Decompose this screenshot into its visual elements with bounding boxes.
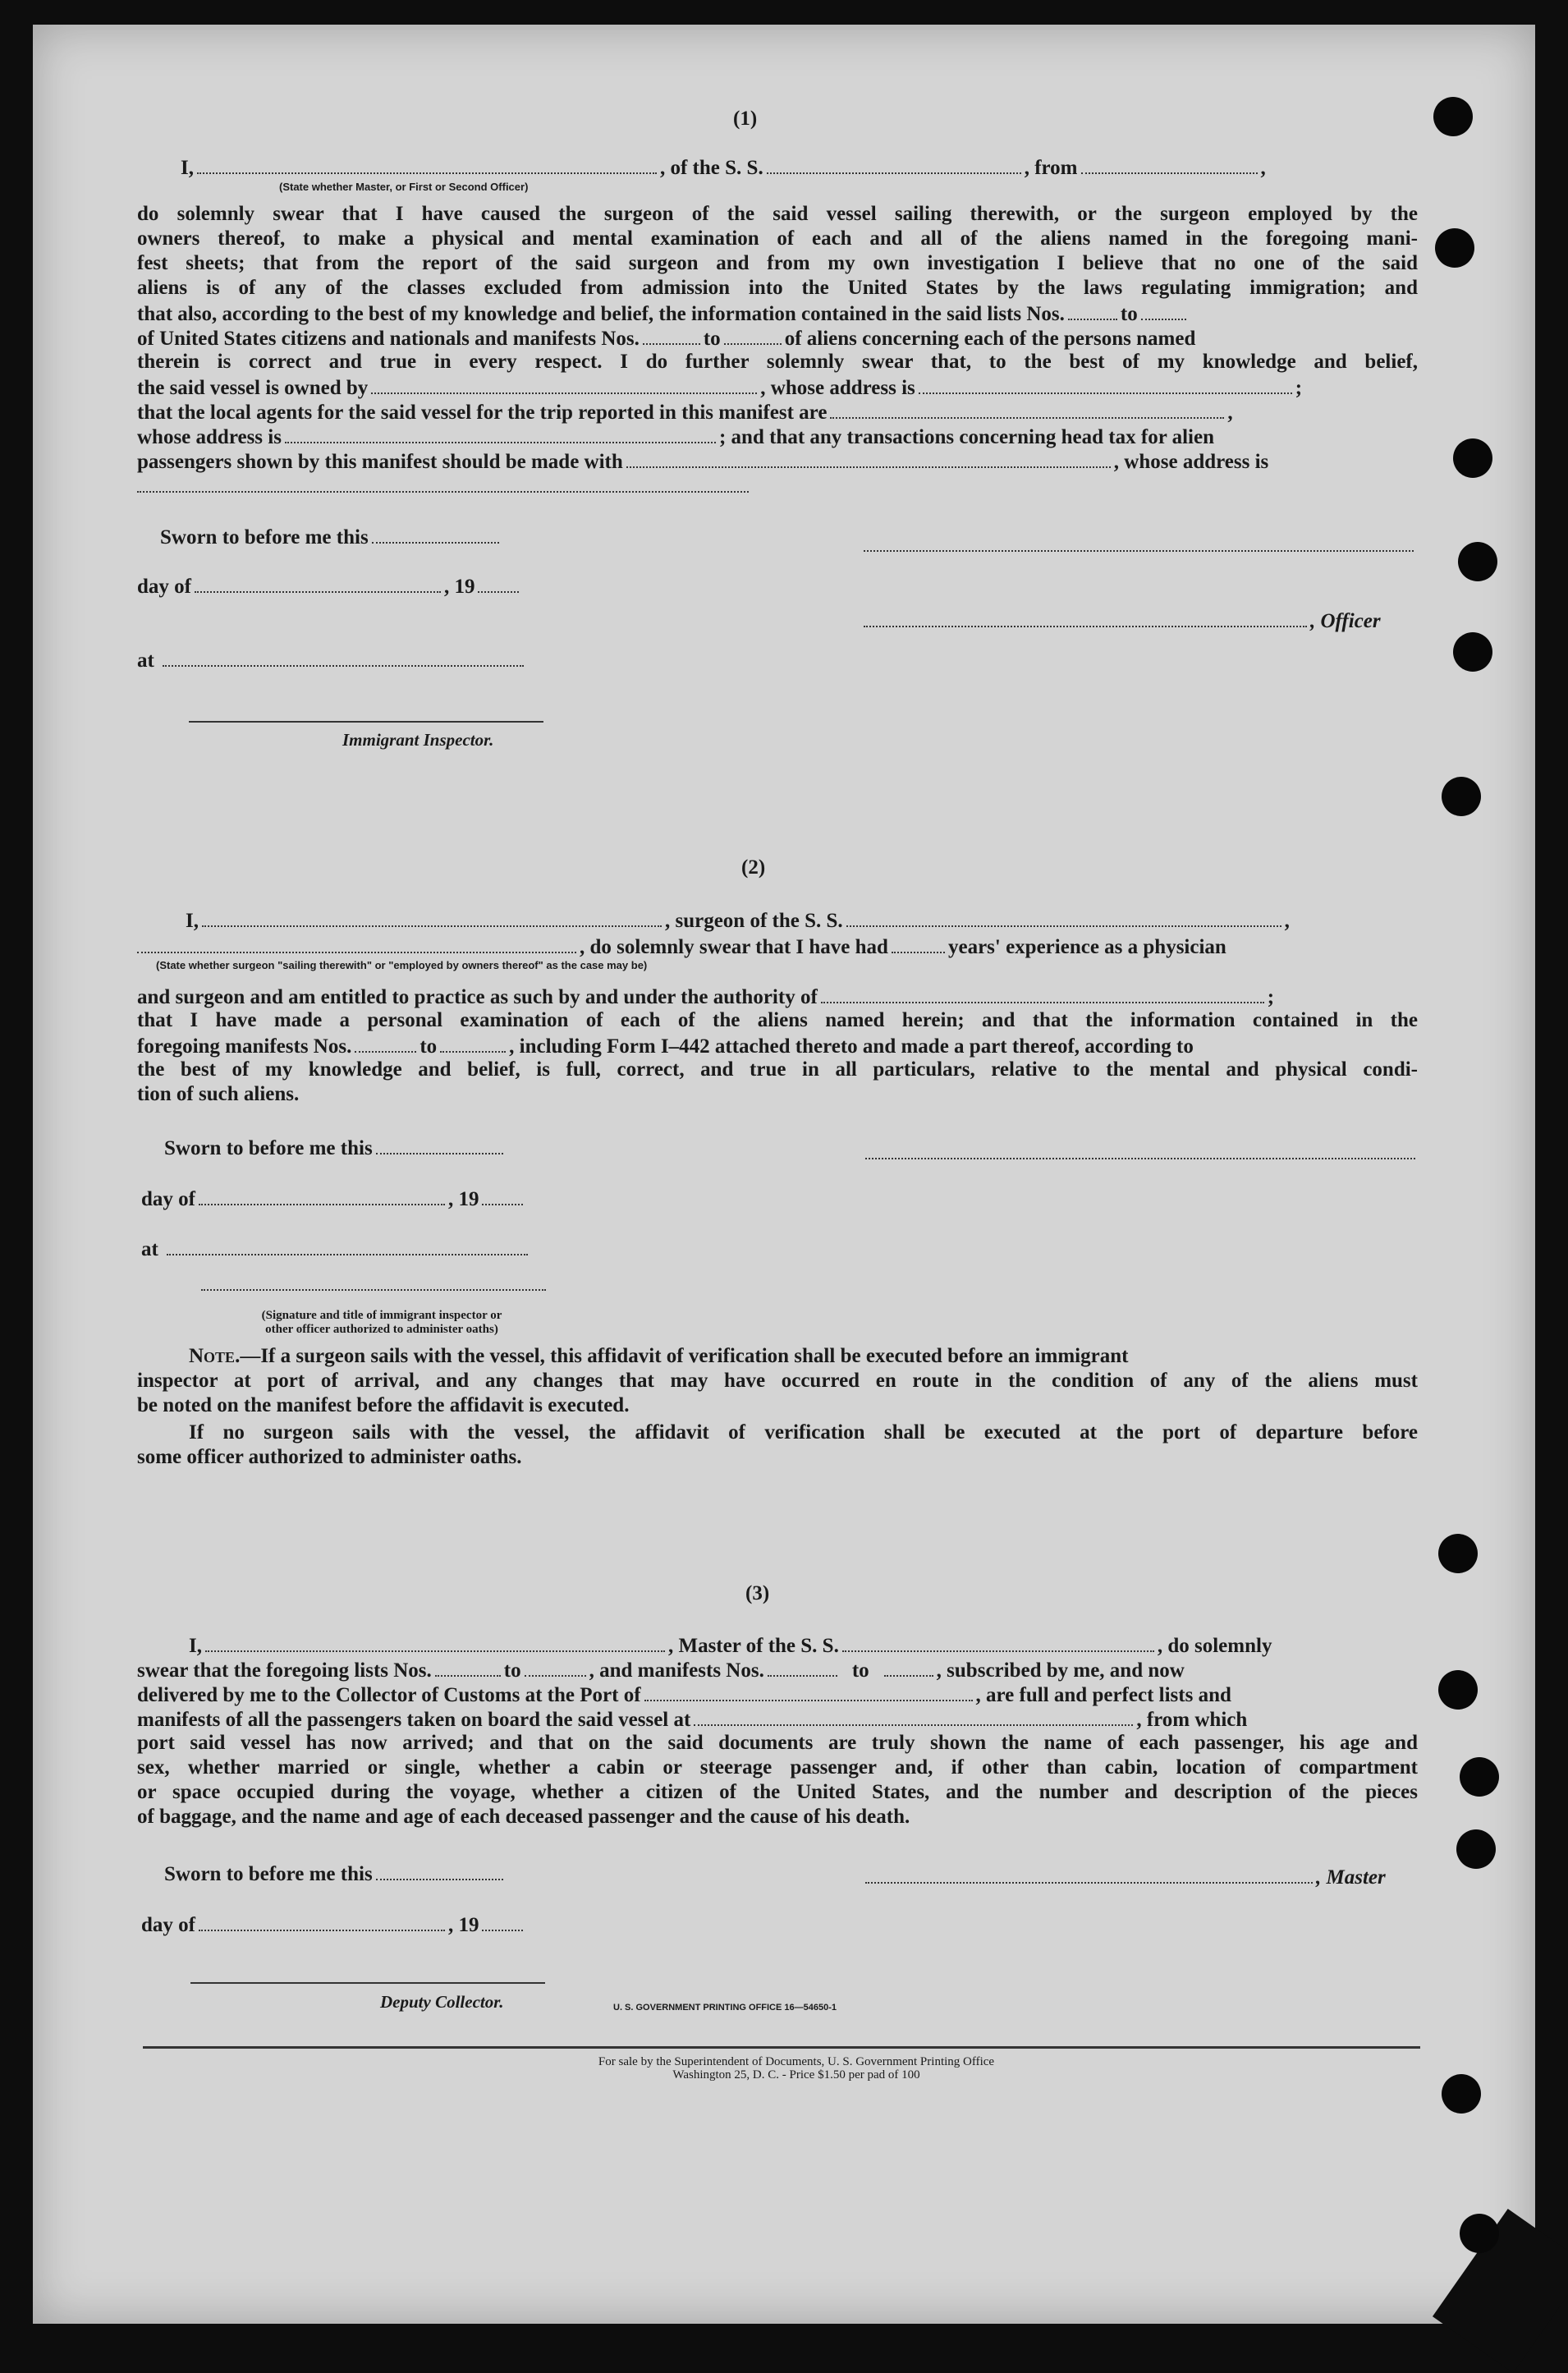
surgeon-signature-field[interactable] xyxy=(865,1158,1415,1159)
manifest-no-from-field[interactable] xyxy=(643,325,700,345)
section-1-line-8: therein is correct and true in every respect. I do further solemnly swear that, to the best of my knowledge and belief, xyxy=(137,351,1418,373)
section-2-line-5 xyxy=(137,1033,1194,1059)
line-6-text: that also, according to the best of my knowledge and belief, the information contained in the said lists Nos. xyxy=(137,303,1065,325)
label-i: I, xyxy=(189,1635,202,1657)
sworn-month-field[interactable] xyxy=(199,1186,445,1205)
sworn-month-field[interactable] xyxy=(195,573,441,593)
section-2-line-7: tion of such aliens. xyxy=(137,1083,300,1105)
footer-rule xyxy=(143,2046,1420,2049)
section-2-line-6: the best of my knowledge and belief, is full, correct, and true in all particulars, relative to the mental and physical condi- xyxy=(137,1058,1418,1081)
sworn-label: Sworn to before me this xyxy=(160,526,369,548)
label-to: to xyxy=(503,1659,521,1682)
section-2-line-4: that I have made a personal examination of each of the aliens named herein; and that the information contained in the xyxy=(137,1009,1418,1031)
signature-note-1: (Signature and title of immigrant inspector or xyxy=(261,1309,502,1322)
section-1-line-6 xyxy=(137,301,1190,327)
punch-hole xyxy=(1435,228,1474,268)
section-3-line-7: or space occupied during the voyage, whether a citizen of the United States, and the number and description of the pieces xyxy=(137,1781,1418,1803)
section-1-line-7 xyxy=(137,325,1195,351)
label-semicolon: ; xyxy=(1267,986,1275,1008)
section-3-line-4 xyxy=(137,1706,1247,1733)
punch-hole xyxy=(1442,777,1481,816)
gpo-imprint: U. S. GOVERNMENT PRINTING OFFICE 16—54650-1 xyxy=(613,2003,837,2013)
list-to-field[interactable] xyxy=(525,1657,586,1677)
sworn-year-field[interactable] xyxy=(482,1186,523,1205)
at-label: at xyxy=(141,1238,158,1260)
section-2-line-1 xyxy=(186,907,1290,934)
note-line-5: some officer authorized to administer oaths. xyxy=(137,1446,522,1468)
at-label: at xyxy=(137,649,154,672)
folded-corner xyxy=(1433,2209,1568,2373)
sworn-line-1 xyxy=(160,524,502,550)
manifest-no-to-field[interactable] xyxy=(724,325,782,345)
inspector-signature-field[interactable] xyxy=(201,1289,546,1291)
line-5-text: foregoing manifests Nos. xyxy=(137,1035,352,1058)
year-prefix: , 19 xyxy=(447,1914,479,1936)
section-3-heading: (3) xyxy=(745,1582,770,1604)
inspector-label: Immigrant Inspector. xyxy=(342,730,494,750)
section-2-heading: (2) xyxy=(741,856,766,879)
label-comma: , xyxy=(1260,157,1266,179)
section-1-line-5: aliens is of any of the classes excluded from admission into the United States by the laws regulating immigration; and xyxy=(137,277,1418,299)
surgeon-vessel-field[interactable] xyxy=(846,907,1281,927)
officer-rank-field[interactable] xyxy=(197,154,657,174)
note-label: Note. xyxy=(189,1345,241,1367)
line-7-text: of United States citizens and nationals and manifests Nos. xyxy=(137,328,640,350)
agent-address-field[interactable] xyxy=(285,424,716,443)
section-3-line-2 xyxy=(137,1657,1185,1683)
line-2-text-c: , subscribed by me, and now xyxy=(936,1659,1185,1682)
line-3-text: and surgeon and am entitled to practice as such by and under the authority of xyxy=(137,986,818,1008)
manifest-from-field[interactable] xyxy=(768,1657,837,1677)
day-of-line-1 xyxy=(137,573,522,599)
label-to: to xyxy=(420,1035,438,1058)
collector-label: Deputy Collector. xyxy=(380,1992,504,2012)
punch-hole xyxy=(1433,97,1473,136)
collector-port-field[interactable] xyxy=(644,1682,973,1701)
sworn-year-field[interactable] xyxy=(482,1912,523,1931)
line-4-text-b: , from which xyxy=(1136,1709,1248,1731)
punch-hole xyxy=(1458,542,1497,581)
year-prefix: , 19 xyxy=(443,576,475,598)
sale-notice-1: For sale by the Superintendent of Documents, U. S. Government Printing Office xyxy=(598,2055,995,2068)
form-sheet xyxy=(33,25,1535,2324)
note-line-4: If no surgeon sails with the vessel, the affidavit of verification shall be executed at the port of departure before xyxy=(189,1421,1418,1444)
collector-signature-line[interactable] xyxy=(190,1982,545,1984)
manifest-from-field[interactable] xyxy=(355,1033,416,1053)
punch-hole xyxy=(1460,2214,1499,2253)
section-1-line-3: owners thereof, to make a physical and mental examination of each and all of the aliens named in the foregoing mani- xyxy=(137,227,1418,250)
sworn-month-field[interactable] xyxy=(199,1912,445,1931)
list-from-field[interactable] xyxy=(435,1657,501,1677)
boarding-port-field[interactable] xyxy=(694,1706,1133,1726)
sworn-day-field[interactable] xyxy=(376,1135,503,1154)
note-line-1 xyxy=(189,1344,1418,1369)
manifest-to-field[interactable] xyxy=(884,1657,933,1677)
day-of-line-3 xyxy=(141,1912,526,1938)
line-12-text-b: , whose address is xyxy=(1113,451,1269,473)
label-to: to xyxy=(703,328,721,350)
label-i: I, xyxy=(181,157,194,179)
sworn-label: Sworn to before me this xyxy=(164,1137,373,1159)
section-1-heading: (1) xyxy=(733,108,758,130)
section-3-line-1 xyxy=(189,1632,1272,1659)
section-1-line-2: do solemnly swear that I have caused the surgeon of the said vessel sailing therewith, or the surgeon employed by the xyxy=(137,203,1418,225)
master-signature-field[interactable] xyxy=(865,1864,1313,1884)
surgeon-status-field[interactable] xyxy=(137,934,576,953)
officer-rank-note: (State whether Master, or First or Second Officer) xyxy=(279,181,529,193)
day-of-label: day of xyxy=(137,576,191,598)
label-comma: , xyxy=(1284,910,1290,932)
sale-notice-2: Washington 25, D. C. - Price $1.50 per pad of 100 xyxy=(672,2068,920,2082)
punch-hole xyxy=(1453,438,1492,478)
line-3-text-b: , are full and perfect lists and xyxy=(975,1684,1231,1706)
section-1-line-9 xyxy=(137,374,1302,401)
list-no-from-field[interactable] xyxy=(1068,301,1117,320)
signature-note-2: other officer authorized to administer oaths) xyxy=(265,1323,498,1336)
officer-label: , Officer xyxy=(1310,610,1381,632)
label-i: I, xyxy=(186,910,199,932)
day-of-label: day of xyxy=(141,1188,195,1210)
year-prefix: , 19 xyxy=(447,1188,479,1210)
day-of-label: day of xyxy=(141,1914,195,1936)
line-2-text-b: years' experience as a physician xyxy=(947,936,1226,958)
note-line-2: inspector at port of arrival, and any changes that may have occurred en route in the condition of any of the aliens must xyxy=(137,1370,1418,1392)
line-9-text: the said vessel is owned by xyxy=(137,377,369,399)
label-to: to xyxy=(851,1659,869,1682)
section-3-line-3 xyxy=(137,1682,1231,1708)
master-vessel-field[interactable] xyxy=(842,1632,1154,1652)
line-11-text-b: ; and that any transactions concerning head tax for alien xyxy=(718,426,1214,448)
manifest-to-field[interactable] xyxy=(440,1033,506,1053)
label-comma: , xyxy=(1227,402,1233,424)
section-2-line-2 xyxy=(137,934,1226,960)
section-1-line-10 xyxy=(137,399,1233,425)
day-of-line-2 xyxy=(141,1186,526,1212)
section-3-line-8: of baggage, and the name and age of each deceased passenger and the cause of his death. xyxy=(137,1806,910,1828)
label-to: to xyxy=(1120,303,1138,325)
sworn-line-3 xyxy=(164,1861,507,1887)
punch-hole xyxy=(1438,1534,1478,1573)
line-2-text: swear that the foregoing lists Nos. xyxy=(137,1659,432,1682)
punch-hole xyxy=(1438,1670,1478,1710)
line-2-text-b: , and manifests Nos. xyxy=(589,1659,764,1682)
label-semicolon: ; xyxy=(1295,377,1303,399)
line-11-text: whose address is xyxy=(137,426,282,448)
line-5-text-b: , including Form I–442 attached thereto and made a part thereof, according to xyxy=(509,1035,1194,1058)
head-tax-contact-field[interactable] xyxy=(626,448,1111,468)
line-2-text: , do solemnly swear that I have had xyxy=(580,936,888,958)
line-10-text: that the local agents for the said vessel for the trip reported in this manifest are xyxy=(137,402,828,424)
owner-address-field[interactable] xyxy=(919,374,1292,394)
section-1-line-11 xyxy=(137,424,1214,450)
sworn-line-2 xyxy=(164,1135,507,1161)
solemnly-label: , do solemnly xyxy=(1157,1635,1272,1657)
master-label: , Master xyxy=(1316,1866,1386,1889)
punch-hole xyxy=(1453,632,1492,672)
local-agents-field[interactable] xyxy=(830,399,1224,419)
surgeon-name-field[interactable] xyxy=(202,907,662,927)
note-line-3: be noted on the manifest before the affidavit is executed. xyxy=(137,1394,630,1416)
section-2-line-3 xyxy=(137,984,1274,1010)
surgeon-of-label: , surgeon of the S. S. xyxy=(664,910,843,932)
departure-port-field[interactable] xyxy=(1081,154,1258,174)
officer-signature-field[interactable] xyxy=(864,608,1307,627)
line-12-text: passengers shown by this manifest should be made with xyxy=(137,451,623,473)
line-9-text-b: , whose address is xyxy=(760,377,915,399)
sworn-place-field[interactable] xyxy=(163,647,524,667)
years-experience-field[interactable] xyxy=(892,934,945,953)
at-line-1 xyxy=(137,647,527,673)
head-tax-address-field[interactable] xyxy=(137,491,749,493)
at-line-2 xyxy=(141,1236,531,1262)
punch-hole xyxy=(1460,1757,1499,1797)
line-4-text: manifests of all the passengers taken on board the said vessel at xyxy=(137,1709,691,1731)
sworn-day-field[interactable] xyxy=(376,1861,503,1880)
section-3-line-5: port said vessel has now arrived; and that on the said documents are truly shown the name of each passenger, his age and xyxy=(137,1732,1418,1754)
sworn-year-field[interactable] xyxy=(478,573,519,593)
practice-authority-field[interactable] xyxy=(821,984,1264,1003)
list-no-to-field[interactable] xyxy=(1141,301,1186,320)
officer-line xyxy=(864,608,1381,634)
section-1-line-12 xyxy=(137,448,1268,475)
master-signature-field[interactable] xyxy=(864,550,1414,552)
master-line xyxy=(865,1864,1386,1890)
line-3-text: delivered by me to the Collector of Customs at the Port of xyxy=(137,1684,641,1706)
surgeon-status-note: (State whether surgeon "sailing therewith" or "employed by owners thereof" as the case may be) xyxy=(156,959,648,971)
master-of-label: , Master of the S. S. xyxy=(667,1635,839,1657)
section-3-line-6: sex, whether married or single, whether a cabin or steerage passenger and, if other than cabin, location of compartment xyxy=(137,1756,1418,1779)
line-7-text-b: of aliens concerning each of the persons named xyxy=(784,328,1196,350)
vessel-name-field[interactable] xyxy=(767,154,1021,174)
vessel-owner-field[interactable] xyxy=(371,374,757,394)
sworn-place-field[interactable] xyxy=(167,1236,528,1255)
label-of-ss: , of the S. S. xyxy=(659,157,763,179)
note-text: —If a surgeon sails with the vessel, this affidavit of verification shall be executed before an immigrant xyxy=(240,1345,1129,1367)
master-name-field[interactable] xyxy=(205,1632,665,1652)
punch-hole xyxy=(1456,1829,1496,1869)
sworn-day-field[interactable] xyxy=(372,524,499,544)
label-from: , from xyxy=(1024,157,1078,179)
punch-hole xyxy=(1442,2074,1481,2114)
sworn-label: Sworn to before me this xyxy=(164,1863,373,1885)
section-1-line-4: fest sheets; that from the report of the said surgeon and from my own investigation I believe that no one of the said xyxy=(137,252,1418,274)
inspector-signature-line[interactable] xyxy=(189,721,543,723)
section-1-line-1 xyxy=(181,154,1266,181)
